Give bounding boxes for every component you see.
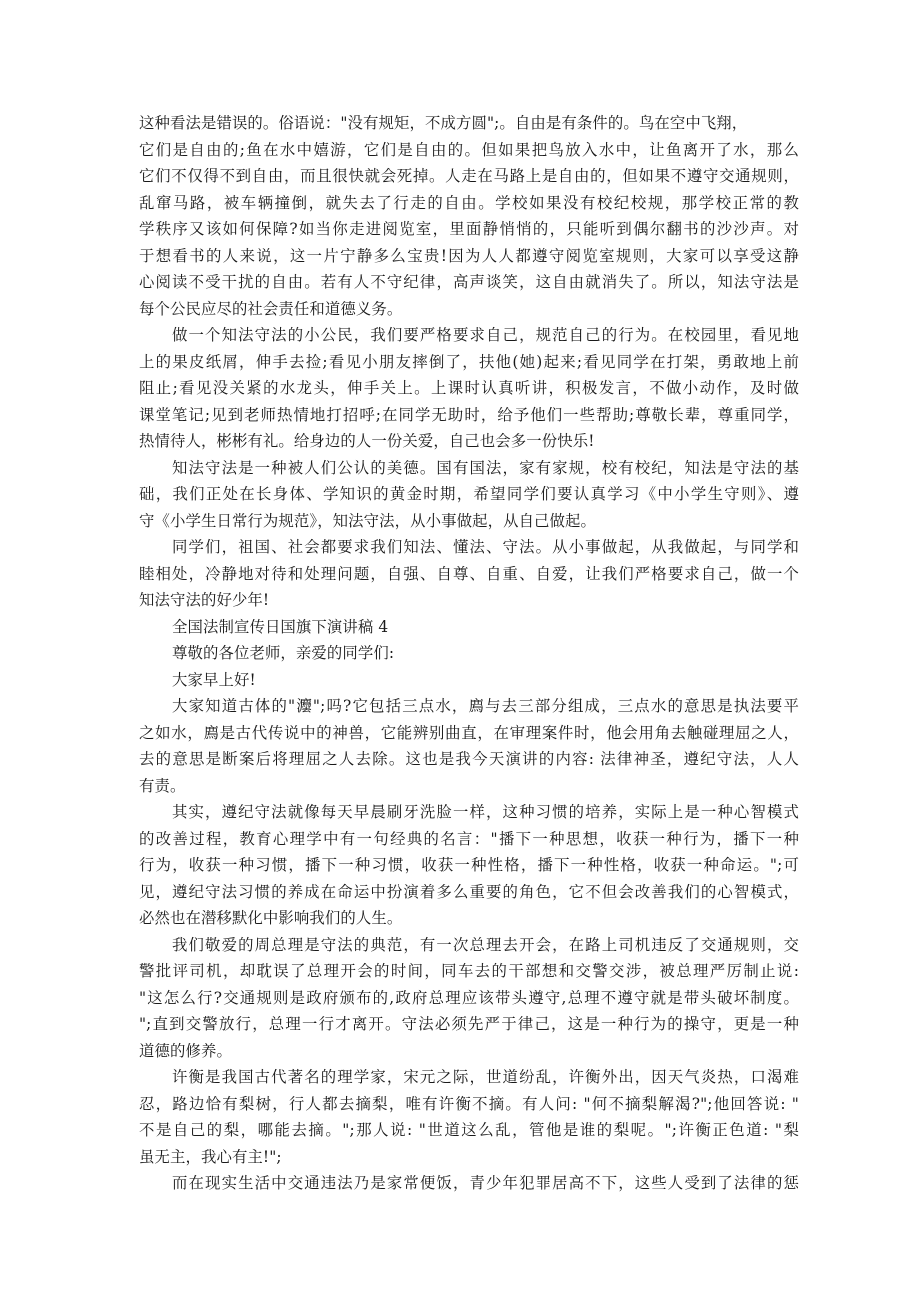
document-page — [139, 110, 799, 1197]
text-line: 上的果皮纸屑，伸手去捡;看见小朋友摔倒了，扶他(她)起来;看见同学在打架，勇敢地上前 — [139, 352, 799, 371]
text-line: 课堂笔记;见到老师热情地打招呼;在同学无助时，给予他们一些帮助;尊敬长辈，尊重同学， — [139, 405, 799, 424]
text-line: 于想看书的人来说，这一片宁静多么宝贵!因为人人都遵守阅览室规则，大家可以享受这静 — [139, 246, 799, 265]
text-line: ";直到交警放行，总理一行才离开。守法必须先严于律己，这是一种行为的操守，更是一种 — [139, 1015, 799, 1033]
text-line: 热情待人，彬彬有礼。给身边的人一份关爱，自己也会多一份快乐! — [139, 432, 595, 450]
text-line: 睦相处，冷静地对待和处理问题，自强、自尊、自重、自爱，让我们严格要求自己，做一个 — [139, 564, 799, 583]
text-line: 虽无主，我心有主!"; — [139, 1147, 282, 1166]
text-line: 知法守法是一种被人们公认的美德。国有国法，家有家规，校有校纪，知法是守法的基 — [172, 458, 799, 477]
text-line: 每个公民应尽的社会责任和道德义务。 — [139, 299, 403, 318]
text-line: 守《小学生日常行为规范》，知法守法，从小事做起，从自己做起。 — [139, 511, 597, 530]
text-line: 知法守法的好少年! — [139, 591, 270, 609]
text-line: 础，我们正处在长身体、学知识的黄金时期，希望同学们要认真学习《中小学生守则》、遵 — [139, 485, 799, 503]
text-line: 它们不仅得不到自由，而且很快就会死掉。人走在马路上是自由的，但如果不遵守交通规则， — [139, 167, 799, 185]
text-line: 必然也在潜移默化中影响我们的人生。 — [139, 909, 403, 927]
text-line: 乱窜马路，被车辆撞倒，就失去了行走的自由。学校如果没有校纪校规，那学校正常的教 — [139, 193, 799, 212]
text-line: 警批评司机，却耽误了总理开会的时间，同车去的干部想和交警交涉，被总理严厉制止说: — [139, 962, 799, 980]
text-line: 有责。 — [139, 776, 186, 795]
text-line: "这怎么行?交通规则是政府颁布的,政府总理应该带头遵守,总理不遵守就是带头破坏制度。 — [139, 988, 799, 1007]
text-line: 见，遵纪守法习惯的养成在命运中扮演着多么重要的角色，它不但会改善我们的心智模式， — [139, 882, 799, 901]
text-line: 之如水，廌是古代传说中的神兽，它能辨别曲直，在审理案件时，他会用角去触碰理屈之人， — [139, 723, 799, 742]
text-line: 行为，收获一种习惯，播下一种习惯，收获一种性格，播下一种性格，收获一种命运。";可 — [139, 856, 799, 874]
text-line: 不是自己的梨，哪能去摘。";那人说: "世道这么乱，管他是谁的梨呢。";许衡正色道: "梨 — [139, 1121, 799, 1139]
text-line: 这种看法是错误的。俗语说："没有规矩，不成方圆";。自由是有条件的。鸟在空中飞翔， — [139, 114, 748, 132]
text-line: 尊敬的各位老师，亲爱的同学们: — [172, 644, 395, 662]
text-line: 道德的修养。 — [139, 1041, 232, 1060]
text-line: 而在现实生活中交通违法乃是家常便饭，青少年犯罪居高不下，这些人受到了法律的惩 — [172, 1174, 799, 1192]
text-line: 大家早上好! — [172, 670, 256, 689]
text-line: 许衡是我国古代著名的理学家，宋元之际，世道纷乱，许衡外出，因天气炎热，口渴难 — [172, 1068, 799, 1086]
text-line: 全国法制宣传日国旗下演讲稿 4 — [172, 617, 389, 636]
text-line: 其实，遵纪守法就像每天早晨刷牙洗脸一样，这种习惯的培养，实际上是一种心智模式 — [172, 803, 799, 821]
text-line: 学秩序又该如何保障?如当你走进阅览室，里面静悄悄的，只能听到偶尔翻书的沙沙声。对 — [139, 220, 799, 238]
text-line: 心阅读不受干扰的自由。若有人不守纪律，高声谈笑，这自由就消失了。所以，知法守法是 — [139, 273, 799, 291]
text-line: 它们是自由的;鱼在水中嬉游，它们是自由的。但如果把鸟放入水中，让鱼离开了水，那么 — [139, 140, 799, 159]
text-line: 我们敬爱的周总理是守法的典范，有一次总理去开会，在路上司机违反了交通规则，交 — [172, 935, 799, 954]
text-line: 阻止;看见没关紧的水龙头，伸手关上。上课时认真听讲，积极发言，不做小动作，及时做 — [139, 379, 799, 397]
text-line: 去的意思是断案后将理屈之人去除。这也是我今天演讲的内容: 法律神圣，遵纪守法，人人 — [139, 750, 799, 768]
text-line: 的改善过程，教育心理学中有一句经典的名言："播下一种思想，收获一种行为，播下一种 — [139, 829, 799, 848]
text-line: 忍，路边恰有梨树，行人都去摘梨，唯有许衡不摘。有人问: "何不摘梨解渴?";他回答说: " — [139, 1094, 799, 1113]
text-line: 做一个知法守法的小公民，我们要严格要求自己，规范自己的行为。在校园里，看见地 — [172, 326, 799, 344]
text-line: 同学们，祖国、社会都要求我们知法、懂法、守法。从小事做起，从我做起，与同学和 — [172, 538, 799, 556]
text-line: 大家知道古体的"灋";吗?它包括三点水，廌与去三部分组成，三点水的意思是执法要平 — [172, 697, 799, 715]
